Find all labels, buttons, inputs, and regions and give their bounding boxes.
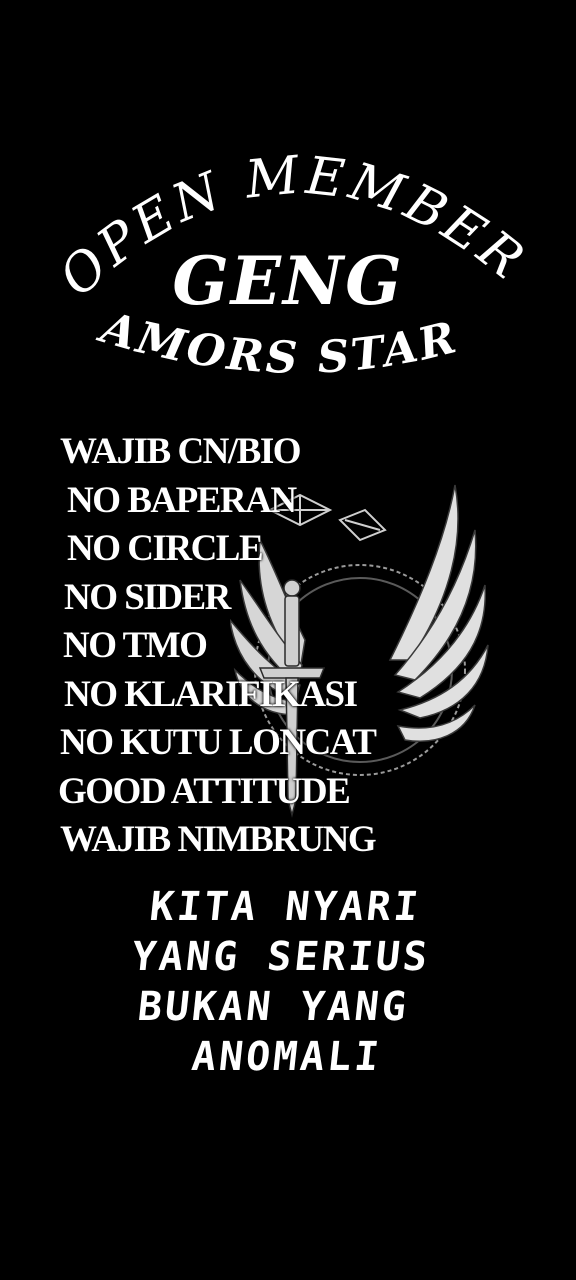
rule-item: NO CIRCLE: [67, 528, 263, 569]
message-line: BUKAN YANG: [135, 984, 412, 1030]
rule-item: WAJIB NIMBRUNG: [60, 819, 376, 860]
rules-list: [60, 430, 480, 867]
rule-item: GOOD ATTITUDE: [58, 770, 350, 812]
group-name-text: AMORS STAR: [95, 302, 464, 384]
rule-item: NO SIDER: [64, 576, 230, 618]
rule-item: NO KLARIFIKASI: [64, 673, 357, 715]
header-arch: [0, 0, 576, 420]
rule-item: NO TMO: [63, 625, 207, 666]
message-line: KITA NYARI: [147, 884, 424, 930]
rule-item: WAJIB CN/BIO: [60, 431, 301, 472]
geng-title: GENG: [172, 242, 404, 320]
open-member-text: OPEN MEMBER: [48, 145, 538, 309]
rule-item: NO KUTU LONCAT: [60, 722, 376, 763]
message-line: YANG SERIUS: [129, 934, 433, 980]
message-line: ANOMALI: [189, 1034, 384, 1080]
rule-item: NO BAPERAN: [67, 479, 296, 521]
